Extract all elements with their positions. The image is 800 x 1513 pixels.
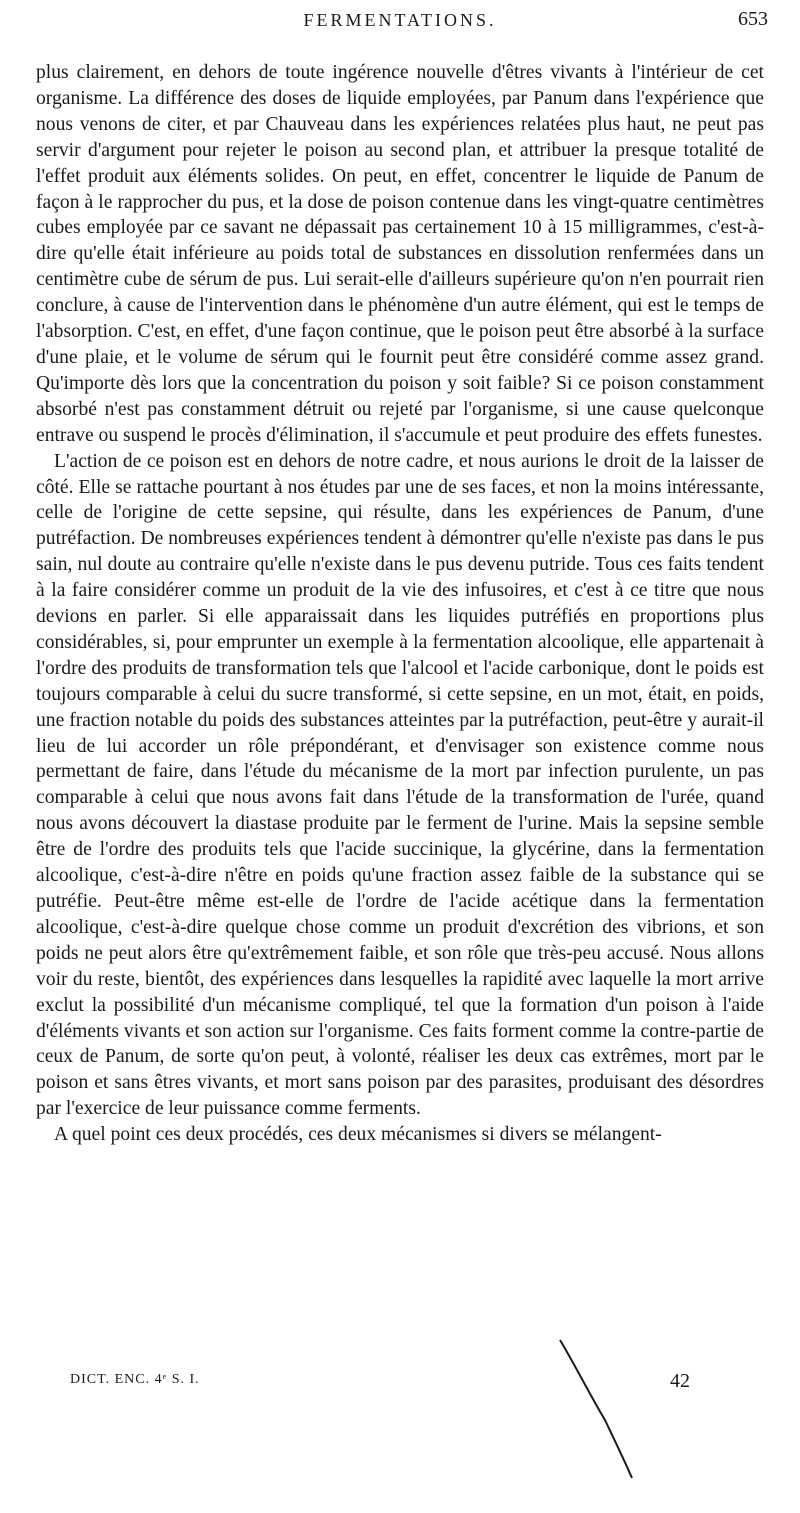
running-title: FERMENTATIONS. — [303, 10, 497, 30]
page-footer — [70, 1370, 690, 1400]
signature-mark: 42 — [670, 1370, 690, 1392]
page-number: 653 — [738, 8, 768, 30]
paragraph-1: plus clairement, en dehors de toute ingérence nouvelle d'êtres vivants à l'intérieur de cet organisme. La différence des doses de liquide employées, par Panum dans l'expérience que nous venons de citer, et par Chauveau dans les expériences relatées plus haut, ne peut pas servir d'argument pour rejeter le poison au second plan, et attribuer la presque totalité de l'effet produit aux éléments solides. On peut, en effet, concentrer le liquide de Panum de façon à le rapprocher du pus, et la dose de poison contenue dans les vingt-quatre centimètres cubes employée par ce savant ne dépassait pas certainement 10 à 15 milligrammes, c'est-à-dire qu'elle était inférieure au poids total de substances en dissolution renfermées dans un centimètre cube de sérum de pus. Lui serait-elle d'ailleurs supérieure qu'on n'en pourrait rien conclure, à cause de l'intervention dans le phénomène d'un autre élément, qui est le temps de l'absorption. C'est, en effet, d'une façon continue, que le poison peut être absorbé à la surface d'une plaie, et le volume de sérum qui le fournit peut être considéré comme assez grand. Qu'importe dès lors que la concentration du poison y soit faible? Si ce poison constamment absorbé n'est pas constamment détruit ou rejeté par l'organisme, si une cause quelconque entrave ou suspend le procès d'élimination, il s'accumule et peut produire des effets funestes. — [36, 62, 764, 446]
page-body — [36, 60, 764, 1148]
collection-reference: DICT. ENC. 4ᵉ S. I. — [70, 1372, 200, 1387]
page-header — [30, 4, 770, 34]
paragraph-2: L'action de ce poison est en dehors de notre cadre, et nous aurions le droit de la laisser de côté. Elle se rattache pourtant à nos études par une de ses faces, et non la moins intéressante, celle de l'origine de cette sepsine, qui résulte, dans les expériences de Panum, d'une putréfaction. De nombreuses expériences tendent à démontrer qu'elle n'existe pas dans le pus sain, nul doute au contraire qu'elle n'existe dans le pus devenu putride. Tous ces faits tendent à la faire considérer comme un produit de la vie des infusoires, et c'est à ce titre que nous devions en parler. Si elle apparaissait dans les liquides putréfiés en proportions plus considérables, si, pour emprunter un exemple à la fermentation alcoolique, elle appartenait à l'ordre des produits de transformation tels que l'alcool et l'acide carbonique, dont le poids est toujours comparable à celui du sucre transformé, si cette sepsine, en un mot, était, en poids, une fraction notable du poids des substances atteintes par la putréfaction, peut-être y aurait-il lieu de lui accorder un rôle prépondérant, et d'envisager son existence comme nous permettant de faire, dans l'étude du mécanisme de la mort par infection purulente, un pas comparable à celui que nous avons fait dans l'étude de la transformation de l'urée, quand nous avons découvert la diastase produite par le ferment de l'urine. Mais la sepsine semble être de l'ordre des produits tels que l'acide succinique, la glycérine, dans la fermentation alcoolique, c'est-à-dire n'être en poids qu'une fraction assez faible de la substance qui se putréfie. Peut-être même est-elle de l'ordre de l'acide acétique dans la fermentation alcoolique, c'est-à-dire quelque chose comme un produit d'excrétion des vibrions, et son poids ne peut alors être qu'extrêmement faible, et son rôle que très-peu accusé. Nous allons voir du reste, bientôt, des expériences dans lesquelles la rapidité avec laquelle la mort arrive exclut la possibilité d'un mécanisme compliqué, tel que la formation d'un poison à l'aide d'éléments vivants et son action sur l'organisme. Ces faits forment comme la contre-partie de ceux de Panum, de sorte qu'on peut, à volonté, réaliser les deux cas extrêmes, mort par le poison et sans êtres vivants, et mort sans poison par des parasites, produisant des désordres par l'exercice de leur puissance comme ferments. — [36, 450, 764, 1120]
paragraph-3: A quel point ces deux procédés, ces deux mécanismes si divers se mélangent- — [54, 1124, 662, 1146]
